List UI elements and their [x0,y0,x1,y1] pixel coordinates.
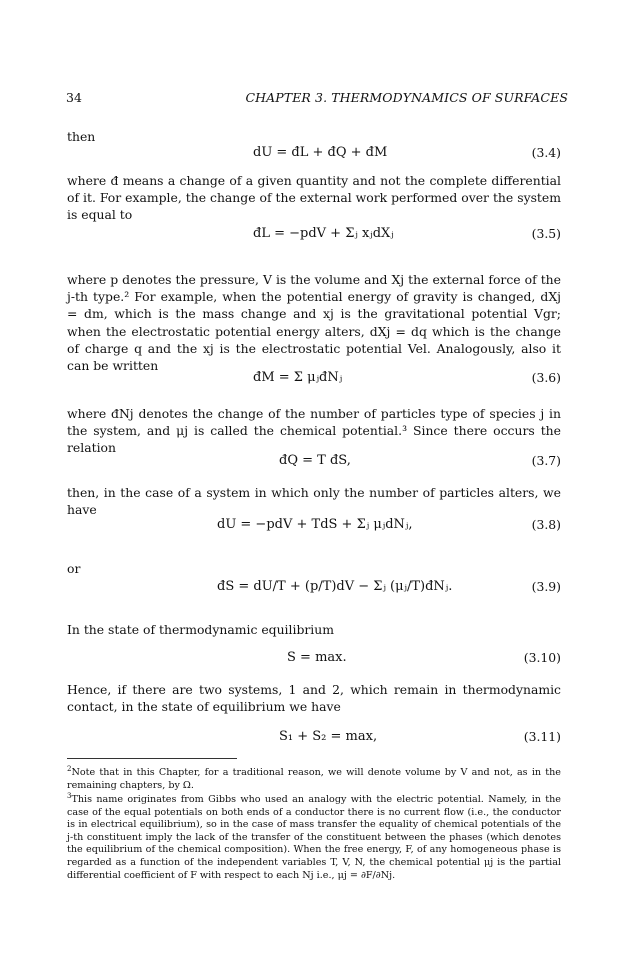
equation-3-8 [67,517,561,539]
equation-expression: đL = −pdV + Σⱼ xⱼdXⱼ [253,226,394,241]
equation-number: (3.7) [531,453,561,468]
paragraph-differential: where đ means a change of a given quantity and not the complete differential of it. For example, the change of the external work performed over the system is equal to [67,173,561,223]
equation-expression: S = max. [287,650,347,665]
paragraph-or: or [67,561,81,576]
equation-expression: S₁ + S₂ = max, [279,729,378,744]
running-header [66,90,568,108]
chapter-title: CHAPTER 3. THERMODYNAMICS OF SURFACES [245,90,568,105]
equation-expression: đS = dU/T + (p/T)dV − Σⱼ (μⱼ/T)đNⱼ. [217,579,453,594]
footnote-text: Note that in this Chapter, for a traditional reason, we will denote volume by V and not, as in the remaining chapters, by Ω. [67,767,561,791]
equation-3-5 [67,226,561,248]
paragraph-two-systems: Hence, if there are two systems, 1 and 2, which remain in thermodynamic contact, in the state of equilibrium we have [67,682,561,715]
equation-3-11 [67,729,561,751]
equation-number: (3.11) [523,729,561,744]
footnote-rule [67,758,237,759]
equation-3-10 [67,650,561,672]
equation-number: (3.10) [523,650,561,665]
equation-number: (3.5) [531,226,561,241]
paragraph-equilibrium: In the state of thermodynamic equilibrium [67,622,334,637]
equation-expression: dU = đL + đQ + đM [253,145,388,160]
equation-3-9 [67,579,561,601]
equation-3-4 [67,145,561,167]
equation-number: (3.8) [531,517,561,532]
footnote-marker: 2 [67,765,72,773]
equation-number: (3.4) [531,145,561,160]
equation-expression: đQ = T đS, [279,453,351,468]
equation-number: (3.6) [531,370,561,385]
equation-expression: đM = Σ μⱼđNⱼ [253,370,343,385]
footnote-marker: 3 [67,792,72,800]
paragraph-pressure: where p denotes the pressure, V is the volume and Xj the external force of the j-th type.² For example, when the potential energy of gravity is changed, dXj = dm, which is the mass change and xj is the gravitational potential Vgr; when the electrostatic potential energy alters, dXj = dq which is the change of charge q and the xj is the electrostatic potential Vel. Analogously, also it can be written [67,272,561,374]
paragraph-particles-alter: then, in the case of a system in which only the number of particles alters, we have [67,485,561,518]
paragraph-chemical-potential: where đNj denotes the change of the number of particles type of species j in the system, and μj is called the chemical potential.³ Since there occurs the relation [67,406,561,456]
footnote-text: This name originates from Gibbs who used an analogy with the electric potential. Namely, in the case of the equal potentials on both ends of a conductor there is no current flow (i.e., the conductor is in electrical equilibrium), so in the case of mass transfer the equality of chemical potentials of the j-th constituent imply the lack of the transfer of the constituent between the phases (which denotes the equilibrium of the chemical composition). When the free energy, F, of any homogeneous phase is regarded as a function of the independent variables T, V, N, the chemical potential μj is the partial differential coefficient of F with respect to each Nj i.e., μj = ∂F/∂Nj. [67,794,561,881]
equation-3-7 [67,453,561,475]
equation-3-6 [67,370,561,392]
paragraph-then: then [67,129,96,144]
equation-expression: dU = −pdV + TdS + Σⱼ μⱼdNⱼ, [217,517,413,532]
footnote-3 [67,790,561,882]
equation-number: (3.9) [531,579,561,594]
page-number: 34 [66,90,82,105]
footnote-2 [67,763,561,792]
